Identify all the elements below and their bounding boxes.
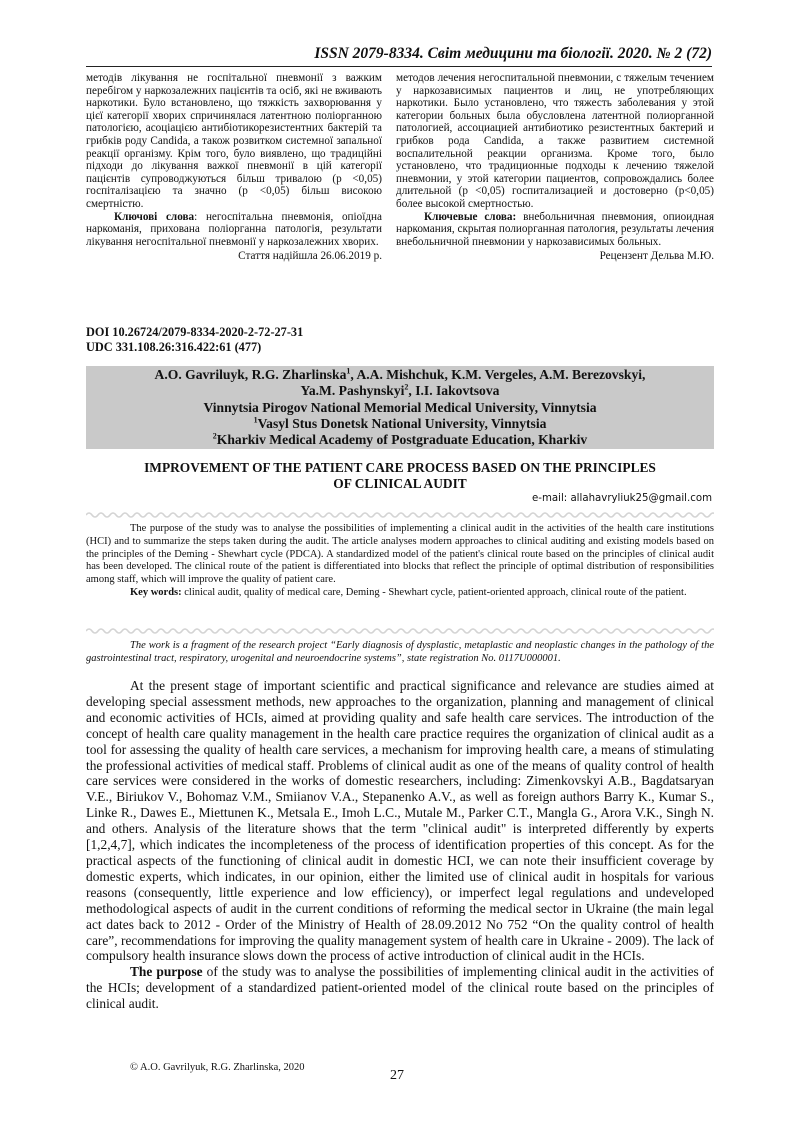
page-number: 27 (390, 1068, 404, 1083)
affiliation-3-sup: 2 (212, 431, 217, 441)
author-names-2a: Ya.M. Pashynskyi (300, 383, 405, 399)
left-keywords-text: : негоспітальна пневмонія, опіоїдна наркоманія, прихована поліорганна патологія, результати лікування негоспітальної пневмонії у наркозалежних хворих. (86, 210, 382, 248)
authors-block (86, 366, 714, 449)
left-column-text: методів лікування не госпітальної пневмонії з важким перебігом у наркозалежних пацієнтів та осіб, які не вживають наркотики. Було встановлено, що тяжкість захворювання у цієї категорії хворих спричинялася латентною поліорганною патологією, асоціацією антибіотикорезистентних бактерій та грибків роду Candida, а також розвитком системної запальної реакції організму. Крім того, було виявлено, що традиційні підходи до лікування важкої пневмонії в цій категорії пацієнтів супроводжуються більш тривалою (р <0,05) госпіталізацією та значно (р <0,05) більш високою смертністю. (86, 72, 382, 210)
abstract-keywords-text: clinical audit, quality of medical care, Deming - Shewhart cycle, patient-oriented approach, clinical route of the patient. (181, 586, 687, 598)
affiliation-2-text: Vasyl Stus Donetsk National University, Vinnytsia (257, 415, 547, 431)
affiliation-2-sup: 1 (253, 415, 258, 425)
author-names-2b: , I.I. Iakovtsova (408, 383, 500, 399)
author-sup-2: 2 (404, 382, 409, 392)
identifiers-block (86, 325, 303, 355)
journal-header: ISSN 2079-8334. Світ медицини та біології. 2020. № 2 (72) (314, 45, 712, 62)
decorative-wave-bottom (86, 627, 714, 635)
authors-line-1 (86, 367, 714, 383)
article-title-line-1: IMPROVEMENT OF THE PATIENT CARE PROCESS BASED ON THE PRINCIPLES (144, 460, 656, 475)
right-keywords-text: внебольничная пневмония, опиоидная наркомания, скрытая полиорганная патология, результаты лечения внебольничной пневмонии у наркозависимых больных. (396, 210, 715, 248)
abstract-keywords (86, 587, 714, 600)
affiliation-2 (86, 416, 714, 432)
purpose-label: The purpose (130, 964, 203, 980)
affiliation-3 (86, 432, 714, 448)
right-keywords-label: Ключевые слова: (424, 210, 517, 223)
abstract-keywords-label: Key words: (130, 586, 182, 598)
header-divider (86, 66, 712, 67)
doi: DOI 10.26724/2079-8334-2020-2-72-27-31 (86, 325, 304, 339)
author-names-1a: A.O. Gavriluyk, R.G. Zharlinska (154, 367, 347, 382)
article-title (86, 460, 714, 492)
right-column-text: методов лечения негоспитальной пневмонии, с тяжелым течением у наркозависимых пациентов и лиц, не употребляющих наркотики. Было установлено, что тяжесть заболевания у этой категории больных была обусловлена латентной полиорганной патологией, ассоциацией антибиотико резистентных бактерий и грибков рода Candida, а также развитием системной воспалительной реакции организма. Кроме того, было установлено, что традиционные подходы к лечению тяжелой пневмонии, у этой категории пациентов, сопровождались более длительной (р <0,05) госпитализацией и достоверно (р<0,05) более высокой смертностью. (396, 72, 714, 210)
received-date: Стаття надійшла 26.06.2019 р. (238, 250, 382, 263)
body-paragraph-2 (86, 964, 714, 1012)
right-keywords (396, 211, 714, 249)
abstract (86, 523, 714, 600)
project-note: The work is a fragment of the research project “Early diagnosis of dysplastic, metaplastic and neoplastic changes in the pathology of the gastrointestinal tract, respiratory, urogenital and neuroendocrine systems”, state registration No. 0117U000001. (86, 640, 714, 664)
left-column (86, 72, 382, 263)
left-keywords (86, 211, 382, 249)
udc: UDC 331.108.26:316.422:61 (477) (86, 340, 262, 354)
author-sup-1: 1 (346, 366, 351, 376)
right-column (396, 72, 714, 263)
decorative-wave-top (86, 511, 714, 519)
abstract-text: The purpose of the study was to analyse the possibilities of implementing a clinical audit in the activities of the health care institutions (HCI) and to summarize the steps taken during the audit. The article analyses modern approaches to clinical auditing and existing models based on the principles of the Deming - Shewhart cycle (PDCA). A standardized model of the patient's clinical route based on the principles of clinical audit has been developed. The clinical route of the patient is differentiated into blocks that reflect the principle of optimal distribution of responsibilities among staff, which will improve the quality of patient care. (86, 523, 714, 586)
left-keywords-label: Ключові слова (114, 210, 195, 223)
purpose-text: of the study was to analyse the possibilities of implementing clinical audit in the activities of the HCIs; development of a standardized patient-oriented model of the clinical route based on the principles of clinical audit. (86, 964, 714, 1012)
contact-email: e-mail: allahavryliuk25@gmail.com (532, 493, 712, 504)
body-paragraph-1: At the present stage of important scientific and practical significance and relevance are studies aimed at developing special assessment methods, new approaches to the organization, planning and management of clinical and economic activities of HCIs, aimed at providing quality and safe health care services. The introduction of the concept of health care quality management in the health care practice requires the organization of clinical audit as a tool for assessing the quality of health care services, a mechanism for improving health care, a means of stimulating the professional activities of medical staff. Problems of clinical audit as one of the means of quality control of health care services were considered in the works of domestic researchers, including: Zimenkovskyi A.B., Bagdatsaryan V.E., Biriukov V., Bohomaz V.M., Smiianov V.A., Stepanenko A.V., as well as foreign authors Barry K., Kumar S., Linke R., Dawes E., Miettunen K., Metsala E., Imoh L.C., Mutale M., Parker C.T., Mangla G., Arora V.K., Singh N. and others. Analysis of the literature shows that the term "clinical audit" is interpreted differently by experts [1,2,4,7], which indicates the incompleteness of the process of identification properties of this concept. As for the practical aspects of the functioning of clinical audit in domestic HCI, we can note their insufficient coverage by domestic experts, which indicates, in our opinion, either the limited use of clinical audit in hospitals for various reasons (consequently, little experience and low efficiency), or imperfect legal regulations and undeveloped methodological aspects of audit in the current conditions of reforming the medical sector in Ukraine (the main legal act dates back to 2012 - Order of the Ministry of Health of 28.09.2012 No 752 “On the quality control of health care”, recommendations for improving the quality management system of health care in Ukraine - 2009). The lack of compulsory health insurance slows down the process of active introduction of clinical audit in the HCIs. (86, 678, 714, 964)
reviewer: Рецензент Дельва М.Ю. (599, 250, 714, 263)
body-text (86, 678, 714, 1012)
author-names-1b: , A.A. Mishchuk, K.M. Vergeles, A.M. Berezovskyi, (350, 367, 646, 382)
article-title-line-2: OF CLINICAL AUDIT (333, 476, 467, 491)
affiliation-1: Vinnytsia Pirogov National Memorial Medical University, Vinnytsia (203, 399, 597, 415)
authors-line-2 (86, 383, 714, 399)
affiliation-3-text: Kharkiv Medical Academy of Postgraduate Education, Kharkiv (216, 432, 588, 448)
copyright: © A.O. Gavrilyuk, R.G. Zharlinska, 2020 (130, 1062, 305, 1073)
